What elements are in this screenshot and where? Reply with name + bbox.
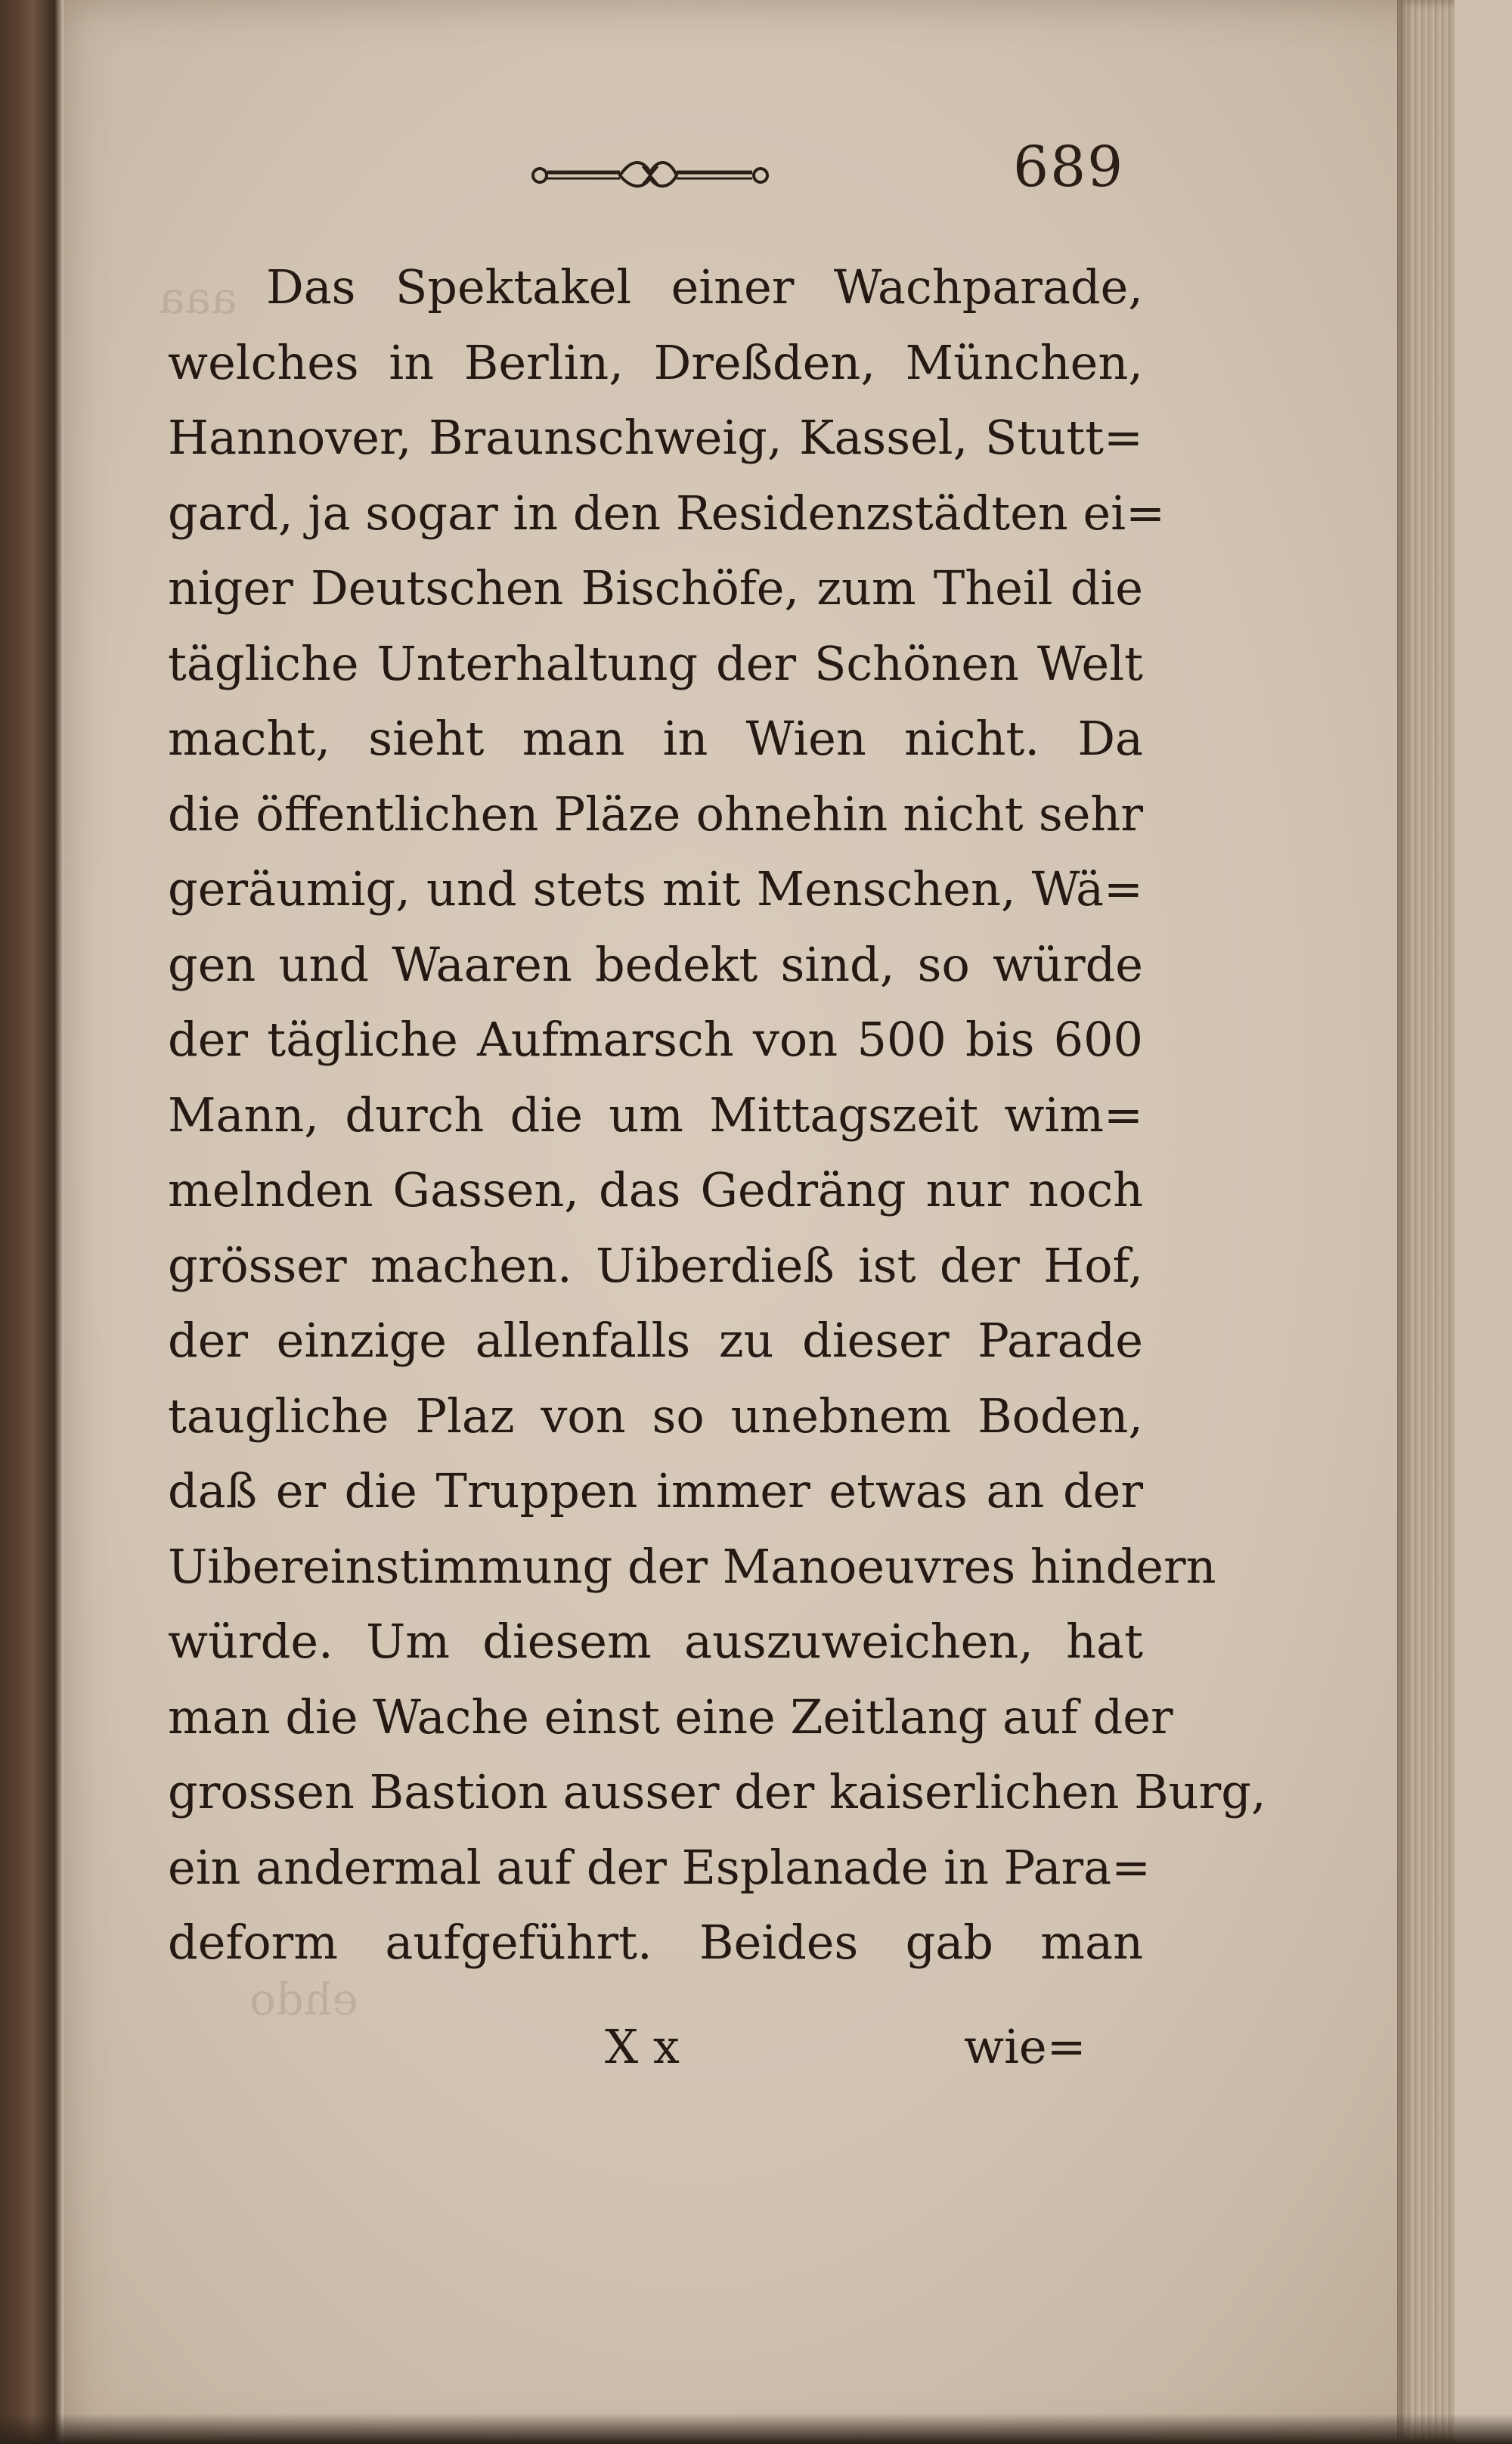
text-line: grossen Bastion ausser der kaiserlichen Burg, <box>168 1764 1266 1819</box>
text-line: taugliche Plaz von so unebnem Boden, <box>168 1388 1143 1444</box>
text-line: Mann, durch die um Mittagszeit wim= <box>168 1087 1143 1143</box>
text-line: Uibereinstimmung der Manoeuvres hindern <box>168 1538 1216 1594</box>
text-line: ein andermal auf der Esplanade in Para= <box>168 1839 1151 1895</box>
text-line: der tägliche Aufmarsch von 500 bis 600 <box>168 1012 1143 1067</box>
page-edges <box>1397 0 1455 2444</box>
page-number: 689 <box>1013 135 1125 200</box>
text-line: macht, sieht man in Wien nicht. Da <box>168 711 1143 766</box>
text-line: gard, ja sogar in den Residenzstädten ei= <box>168 485 1166 541</box>
text-line: daß er die Truppen immer etwas an der <box>168 1463 1143 1518</box>
text-line: der einzige allenfalls zu dieser Parade <box>168 1313 1143 1368</box>
catchword: wie= <box>964 2019 1086 2074</box>
text-line: niger Deutschen Bischöfe, zum Theil die <box>168 560 1143 616</box>
bleed-through-mark: aaa <box>159 272 237 324</box>
body-text <box>168 250 1266 1980</box>
text-line: welches in Berlin, Dreßden, München, <box>168 334 1143 390</box>
scan-bottom-shadow <box>0 2414 1512 2444</box>
text-line: geräumig, und stets mit Menschen, Wä= <box>168 861 1143 916</box>
bleed-through-mark: ehdo <box>249 1974 358 2025</box>
text-line: würde. Um diesem auszuweichen, hat <box>168 1614 1143 1669</box>
decorative-rule-icon <box>529 151 786 197</box>
text-line: grösser machen. Uiberdieß ist der Hof, <box>168 1237 1143 1293</box>
text-line: die öffentlichen Pläze ohnehin nicht sehr <box>168 786 1143 842</box>
text-line: Hannover, Braunschweig, Kassel, Stutt= <box>168 410 1143 465</box>
text-line: melnden Gassen, das Gedräng nur noch <box>168 1162 1143 1217</box>
text-line: Das Spektakel einer Wachparade, <box>266 259 1143 315</box>
text-line: tägliche Unterhaltung der Schönen Welt <box>168 635 1143 691</box>
text-line: gen und Waaren bedekt sind, so würde <box>168 936 1143 992</box>
signature-mark: X x <box>605 2019 680 2074</box>
text-line: deform aufgeführt. Beides gab man <box>168 1915 1143 1970</box>
text-line: man die Wache einst eine Zeitlang auf der <box>168 1689 1173 1745</box>
